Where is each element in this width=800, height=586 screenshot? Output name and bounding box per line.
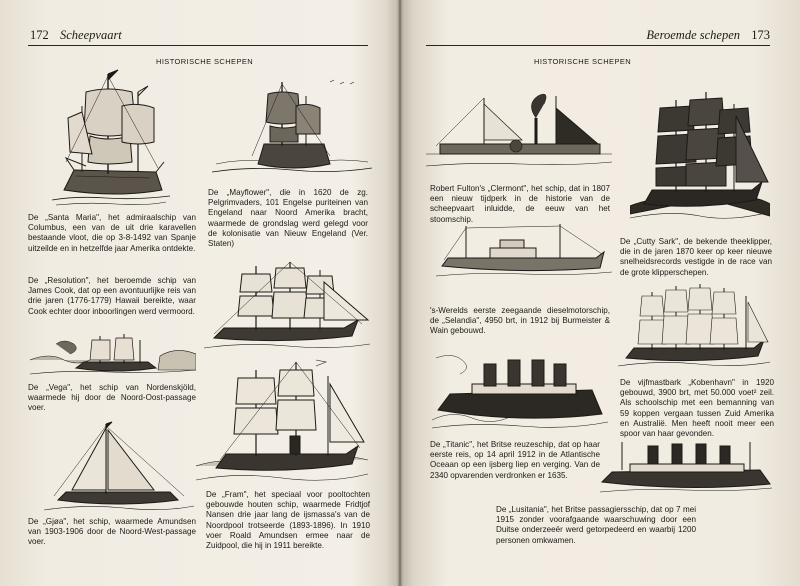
resolution-illustration — [204, 258, 370, 358]
gjoa-illustration — [44, 420, 194, 516]
running-head-left: Scheepvaart — [60, 28, 122, 42]
selandia-illustration — [436, 222, 612, 282]
mayflower-caption: De „Mayflower", die in 1620 de zg. Pelgrimvaders, 101 Engelse puriteinen van Engeland naar Noord Amerika bracht, waarmede de grondslag werd gelegd voor de kolonisatie van Nieuw Engeland (Ver. Staten) — [208, 188, 368, 249]
page-number-right: 173 — [751, 28, 770, 42]
titanic-illustration — [432, 350, 608, 434]
running-head-right: Beroemde schepen — [646, 28, 740, 42]
kobenhavn-caption: De vijfmastbark „Kobenhavn" in 1920 gebouwd, 3900 brt, met 50.000 voet² zeil. Als schoolschip met een bemanning van 59 koppen vergaan tussen Zuid Amerika en Australië. Men heeft nooit meer een spoor van haar gevonden. — [620, 378, 774, 439]
santa-maria-caption: De „Santa Maria", het admiraalschip van Columbus, een van de uit drie karavellen bestaande vloot, die op 3-8-1492 van Spanje uitzeilde en in hetzelfde jaar Amerika ontdekte. — [28, 213, 196, 253]
kobenhavn-illustration — [618, 282, 770, 372]
santa-maria-illustration — [46, 62, 176, 212]
section-heading-left: HISTORISCHE SCHEPEN — [156, 57, 254, 66]
fram-illustration — [196, 356, 368, 486]
vega-illustration — [30, 330, 196, 380]
titanic-caption: De „Titanic", het Britse reuzeschip, dat op haar eerste reis, op 14 april 1912 in de Atlantische Oceaan op een ijsberg liep en verging. Van de 2340 opvarenden verdronken er 1635. — [430, 440, 600, 480]
clermont-caption: Robert Fulton's „Clermont", het schip, dat in 1807 een nieuw tijdperk in de historie van de scheepvaart inluidde, de eeuw van het stoomschip. — [430, 184, 610, 224]
header-rule-right — [426, 45, 770, 46]
page-number-left: 172 — [30, 28, 49, 42]
selandia-caption: 's-Werelds eerste zeegaande dieselmotorschip, de „Selandia", 4950 brt, in 1912 bij Burmeister & Wain gebouwd. — [430, 306, 610, 336]
lusitania-illustration — [600, 440, 772, 498]
vega-caption: De „Vega", het schip van Nordenskjöld, waarmede hij door de Noord-Oost-passage voer. — [28, 383, 196, 413]
cutty-sark-illustration — [630, 86, 770, 226]
resolution-caption: De „Resolution", het beroemde schip van James Cook, dat op een avontuurlijke reis van drie jaren (1776-1779) Hawaii bereikte, waar Cook echter door inboorlingen werd vermoord. — [28, 276, 196, 316]
header-rule-left — [28, 45, 368, 46]
lusitania-caption: De „Lusitania", het Britse passagiersschip, dat op 7 mei 1915 zonder voorafgaande waarschuwing door een Duitse onderzeeër werd getorpedeerd en waarbij 1200 personen omkwamen. — [496, 505, 696, 545]
gjoa-caption: De „Gjøa", het schip, waarmede Amundsen van 1903-1906 door de Noord-West-passage voer. — [28, 517, 196, 547]
cutty-sark-caption: De „Cutty Sark", de bekende theeklipper, die in de jaren 1870 keer op keer nieuwe snelheidsrecords vestigde in de race van de grote klipperschepen. — [620, 237, 772, 277]
right-page — [400, 0, 800, 586]
clermont-illustration — [426, 88, 612, 172]
section-heading-right: HISTORISCHE SCHEPEN — [534, 57, 632, 66]
fram-caption: De „Fram", het speciaal voor pooltochten gebouwde houten schip, waarmede Fridtjof Nansen drie jaar lang de ijsmassa's van de Noordpool trotseerde (1893-1896). In 1910 voer Roald Amundsen ermee naar de Zuidpool, die hij in 1911 bereikte. — [206, 490, 370, 551]
book-gutter — [386, 0, 414, 586]
mayflower-illustration — [212, 72, 372, 182]
